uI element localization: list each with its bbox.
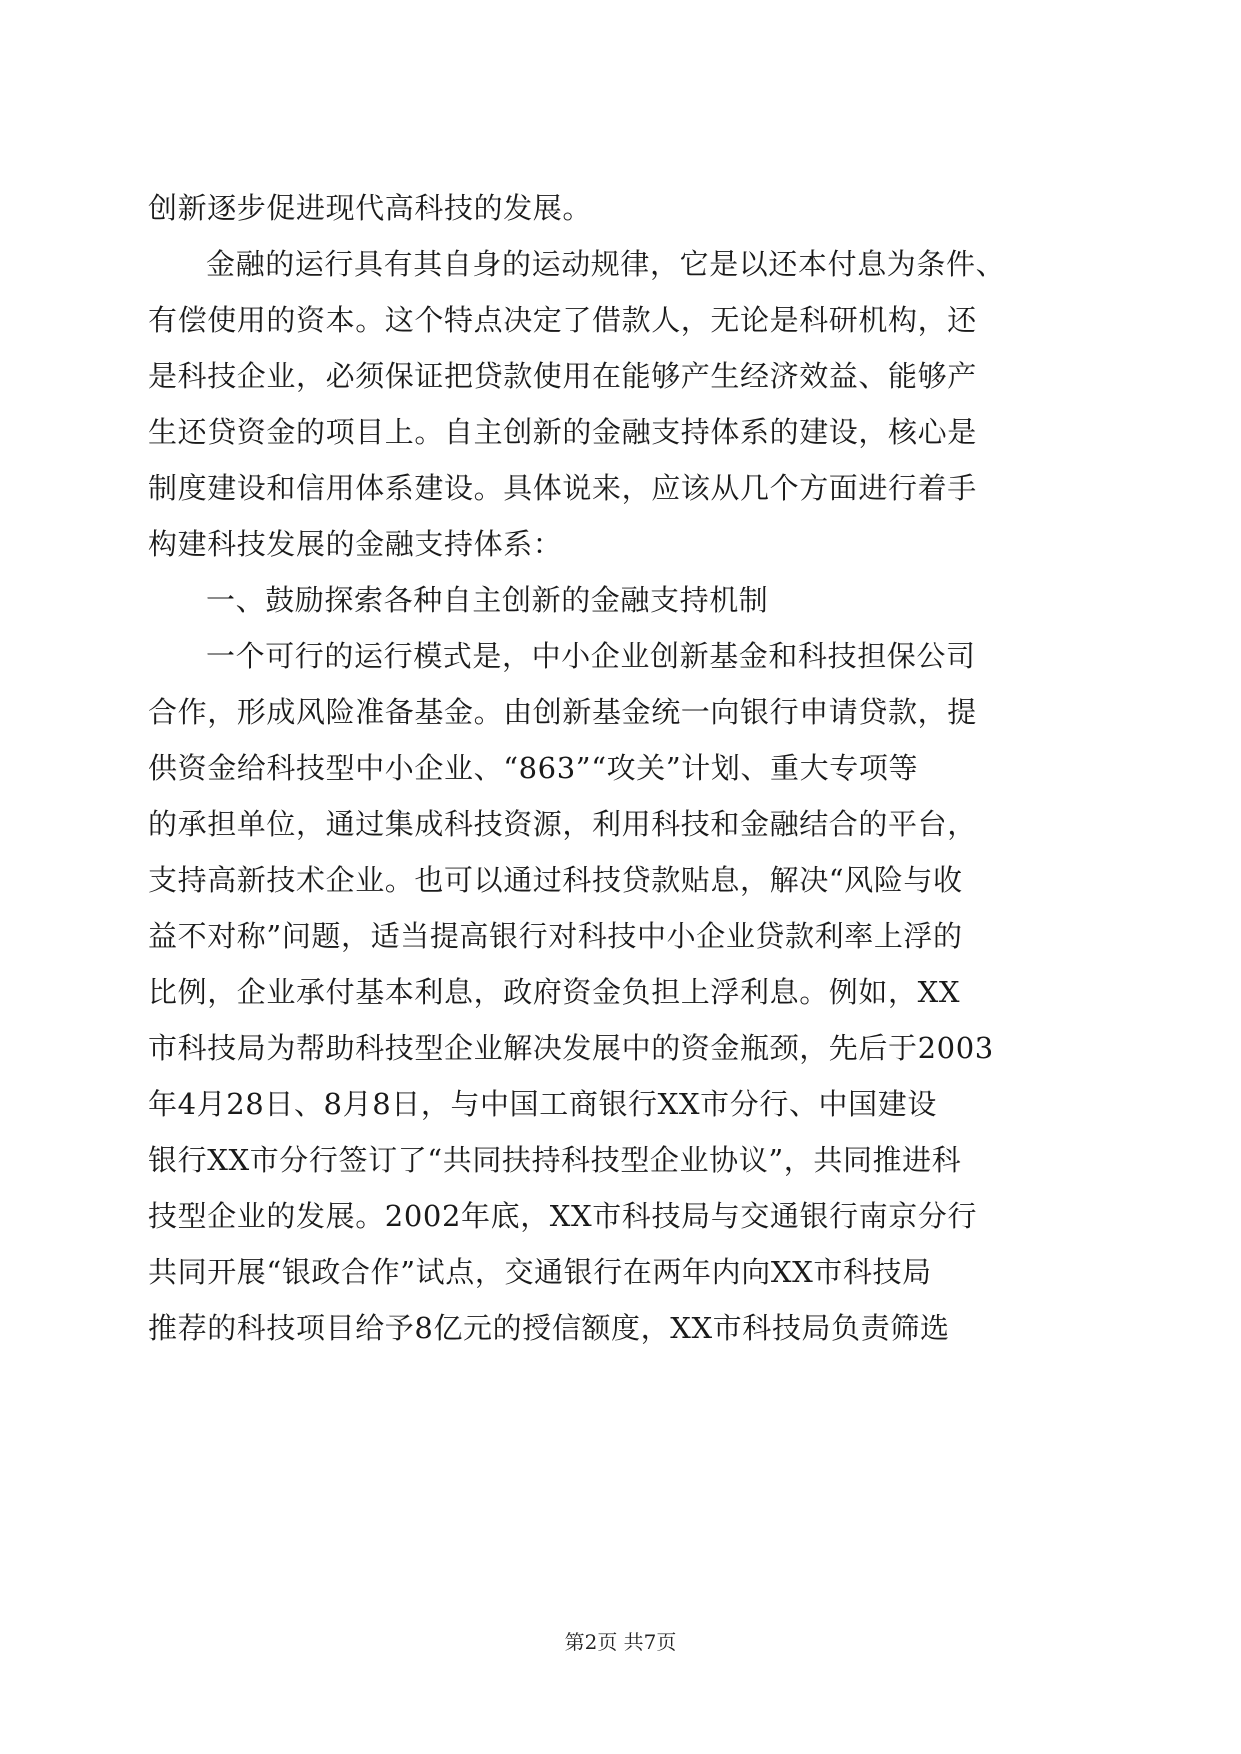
- text-line: 共同开展“银政合作”试点，交通银行在两年内向XX市科技局: [148, 1255, 932, 1289]
- paragraph-start-line: 一个可行的运行模式是，中小企业创新基金和科技担保公司: [206, 639, 976, 673]
- text-line: 支持高新技术企业。也可以通过科技贷款贴息，解决“风险与收: [148, 863, 963, 897]
- text-line: 市科技局为帮助科技型企业解决发展中的资金瓶颈，先后于2003: [148, 1031, 994, 1065]
- text-line: 合作，形成风险准备基金。由创新基金统一向银行申请贷款，提: [148, 695, 977, 729]
- section-heading: 一、鼓励探索各种自主创新的金融支持机制: [206, 583, 769, 617]
- text-line: 技型企业的发展。2002年底，XX市科技局与交通银行南京分行: [148, 1199, 978, 1233]
- text-line: 银行XX市分行签订了“共同扶持科技型企业协议”，共同推进科: [148, 1143, 962, 1177]
- text-line: 构建科技发展的金融支持体系：: [148, 527, 563, 561]
- text-line: 是科技企业，必须保证把贷款使用在能够产生经济效益、能够产: [148, 359, 977, 393]
- text-line: 有偿使用的资本。这个特点决定了借款人，无论是科研机构，还: [148, 303, 977, 337]
- paragraph-start-line: 金融的运行具有其自身的运动规律，它是以还本付息为条件、: [206, 247, 1006, 281]
- page-number-footer: 第2页 共7页: [564, 1630, 677, 1654]
- text-line: 创新逐步促进现代高科技的发展。: [148, 191, 593, 225]
- text-line: 的承担单位，通过集成科技资源，利用科技和金融结合的平台，: [148, 807, 977, 841]
- text-line: 年4月28日、8月8日，与中国工商银行XX市分行、中国建设: [148, 1087, 937, 1121]
- text-line: 益不对称”问题，适当提高银行对科技中小企业贷款利率上浮的: [148, 919, 963, 953]
- text-line: 制度建设和信用体系建设。具体说来，应该从几个方面进行着手: [148, 471, 977, 505]
- text-line: 推荐的科技项目给予8亿元的授信额度，XX市科技局负责筛选: [148, 1311, 950, 1345]
- text-line: 供资金给科技型中小企业、“863”“攻关”计划、重大专项等: [148, 751, 919, 785]
- text-line: 比例，企业承付基本利息，政府资金负担上浮利息。例如，XX: [148, 975, 961, 1009]
- text-line: 生还贷资金的项目上。自主创新的金融支持体系的建设，核心是: [148, 415, 977, 449]
